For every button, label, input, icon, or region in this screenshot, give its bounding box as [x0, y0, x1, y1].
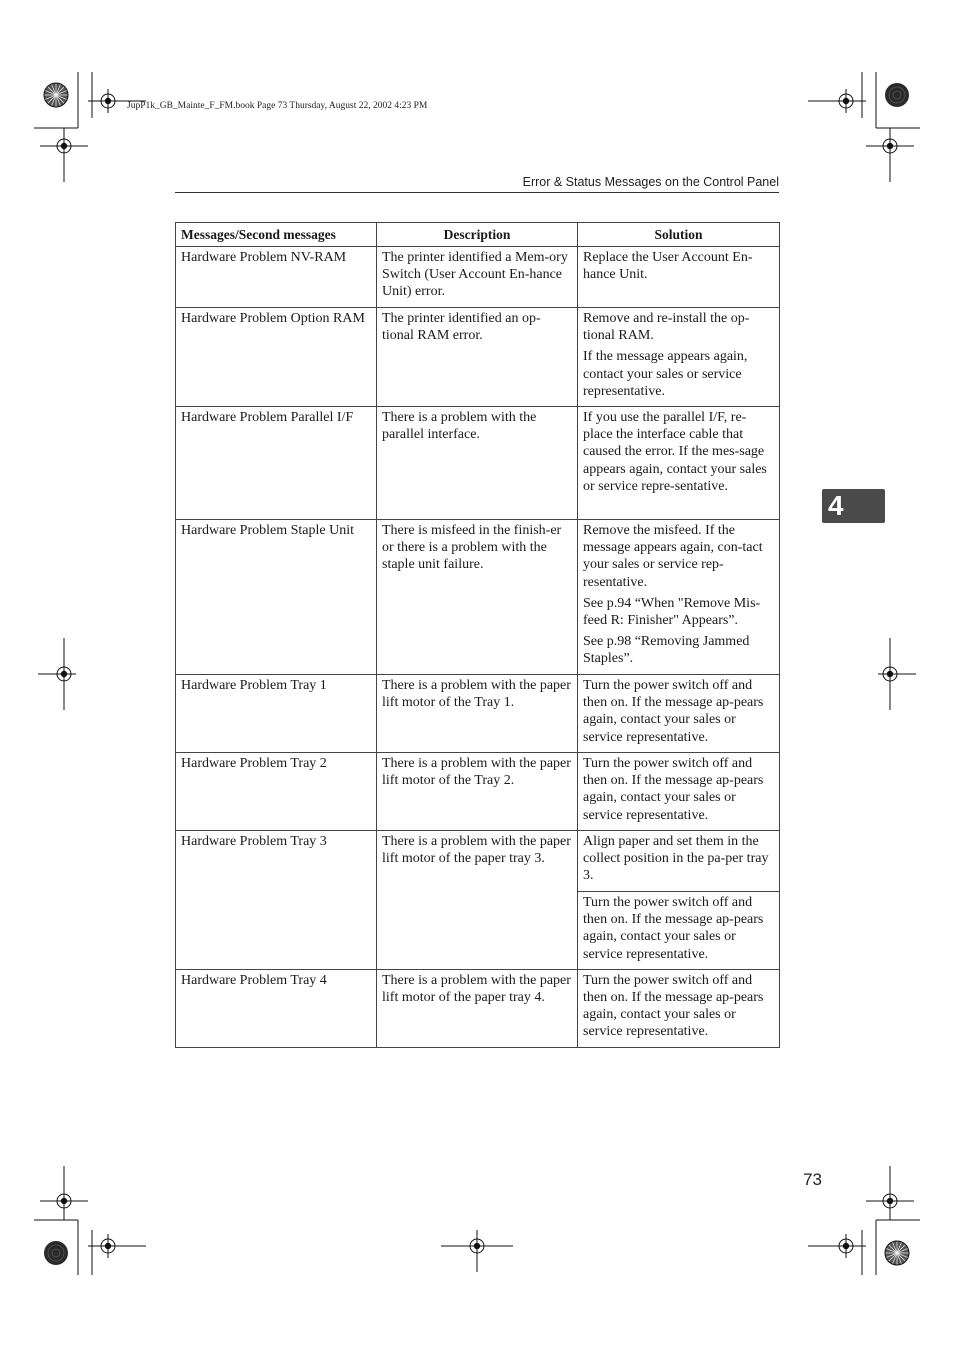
solution-text: If you use the parallel I/F, re-place the interface cable that caused the error. If the mes-sage appears again, contact your sales or service repre-sentative. [583, 410, 767, 494]
page-number: 73 [803, 1170, 822, 1189]
header-rule [175, 192, 779, 193]
description-cell: There is misfeed in the finish-er or there is a problem with the staple unit failure. [382, 523, 562, 573]
description-cell: The printer identified a Mem-ory Switch (User Account En-hance Unit) error. [382, 250, 568, 300]
solution-text: Turn the power switch off and then on. If the message ap-pears again, contact your sales or service representative. [583, 972, 764, 1040]
column-header-description: Description [377, 223, 578, 247]
table-row [176, 831, 780, 970]
table-header-row [176, 223, 780, 247]
description-cell: There is a problem with the paper lift motor of the paper tray 4. [382, 972, 571, 1006]
color-bar-burst-bottom-right [885, 1241, 909, 1265]
description-cell: There is a problem with the paper lift motor of the Tray 1. [382, 678, 571, 711]
solution-text: Remove and re-install the op-tional RAM. [583, 311, 750, 344]
registration-mark [465, 1234, 489, 1258]
running-head: Error & Status Messages on the Control Panel [522, 175, 779, 189]
registration-mark [96, 1234, 120, 1258]
registration-mark [834, 89, 858, 113]
color-bar-dark-bottom-left [44, 1241, 68, 1265]
table-row [176, 520, 780, 675]
table-row [176, 407, 780, 520]
solution-text: Turn the power switch off and then on. If the message ap-pears again, contact your sales or service representative. [583, 756, 764, 823]
solution-cross-reference: See p.98 “Removing Jammed Staples”. [583, 634, 750, 667]
table-row [176, 753, 780, 831]
description-cell: There is a problem with the paper lift motor of the paper tray 3. [382, 834, 571, 867]
solution-cross-reference: See p.94 “When "Remove Mis-feed R: Finisher" Appears”. [583, 595, 761, 629]
table-row [176, 308, 780, 407]
print-slug-line: JupP1k_GB_Mainte_F_FM.book Page 73 Thursday, August 22, 2002 4:23 PM [127, 101, 428, 111]
solution-text: If the message appears again, contact your sales or service representative. [583, 349, 748, 399]
registration-mark [52, 662, 76, 686]
error-messages-table [175, 222, 780, 1048]
solution-text: Align paper and set them in the collect position in the pa-per tray 3. [583, 834, 769, 884]
column-header-solution: Solution [578, 223, 780, 247]
solution-text: Turn the power switch off and then on. If the message ap-pears again, contact your sales or service representative. [583, 895, 764, 962]
column-header-messages: Messages/Second messages [176, 223, 377, 247]
solution-text: Replace the User Account En-hance Unit. [583, 250, 753, 283]
message-cell: Hardware Problem Option RAM [181, 311, 365, 326]
description-cell: The printer identified an op-tional RAM error. [382, 311, 541, 344]
registration-mark [834, 1234, 858, 1258]
description-cell: There is a problem with the parallel interface. [382, 410, 537, 443]
chapter-number: 4 [828, 490, 844, 521]
table-row [176, 969, 780, 1047]
message-cell: Hardware Problem Tray 1 [181, 678, 327, 694]
message-cell: Hardware Problem Staple Unit [181, 523, 355, 539]
solution-text: Remove the misfeed. If the message appears again, con-tact your sales or service rep-resentative. [583, 523, 763, 590]
table-row [176, 675, 780, 753]
message-cell: Hardware Problem NV-RAM [181, 250, 347, 265]
solution-text: Turn the power switch off and then on. If the message ap-pears again, contact your sales or service representative. [583, 678, 764, 745]
chapter-tab [822, 489, 885, 523]
message-cell: Hardware Problem Tray 3 [181, 834, 327, 850]
color-bar-burst-top-left [44, 83, 68, 107]
message-cell: Hardware Problem Parallel I/F [181, 410, 354, 426]
registration-mark [52, 1189, 76, 1213]
registration-mark [878, 134, 902, 158]
registration-mark [878, 1189, 902, 1213]
registration-mark [96, 89, 120, 113]
color-bar-dark-top-right [885, 83, 909, 107]
registration-mark [878, 662, 902, 686]
table-row [176, 247, 780, 308]
description-cell: There is a problem with the paper lift motor of the Tray 2. [382, 756, 571, 789]
message-cell: Hardware Problem Tray 2 [181, 756, 327, 772]
registration-mark [52, 134, 76, 158]
message-cell: Hardware Problem Tray 4 [181, 972, 327, 988]
